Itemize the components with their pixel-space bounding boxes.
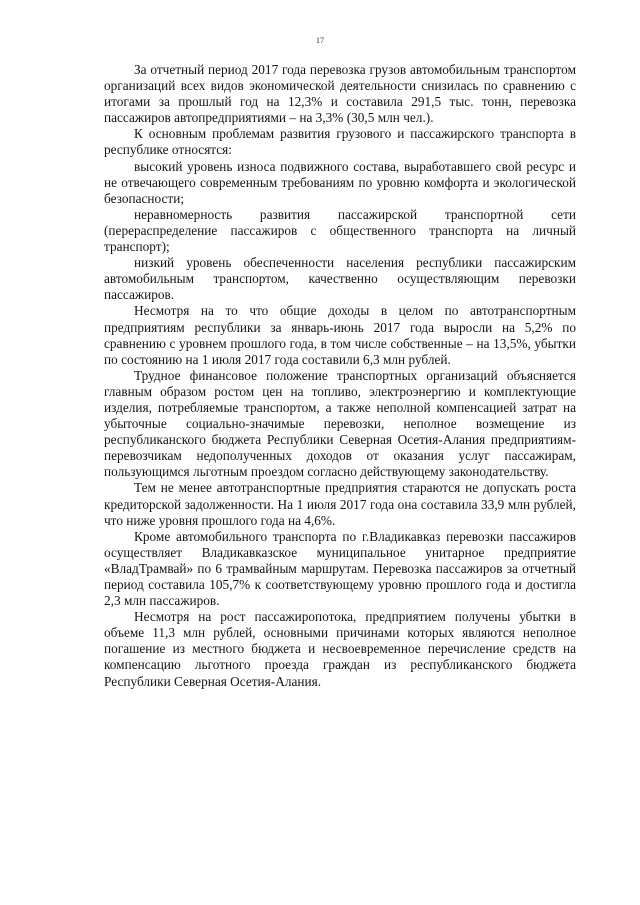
paragraph: Несмотря на то что общие доходы в целом по автотранспортным предприятиям республики за январь-июнь 2017 года выросли на 5,2% по сравнению с уровнем прошлого года, в том числе собственные – на 13,5%, убытки по состоянию на 1 июля 2017 года составили 6,3 млн рублей. [104, 303, 576, 367]
paragraph: Тем не менее автотранспортные предприятия стараются не допускать роста кредиторской задолженности. На 1 июля 2017 года она составила 33,9 млн рублей, что ниже уровня прошлого года на 4,6%. [104, 480, 576, 528]
paragraph: К основным проблемам развития грузового и пассажирского транспорта в республике относятся: [104, 126, 576, 158]
paragraph: высокий уровень износа подвижного состава, выработавшего свой ресурс и не отвечающего современным требованиям по уровню комфорта и экологической безопасности; [104, 158, 576, 206]
page-number: 17 [316, 36, 324, 45]
paragraph: Трудное финансовое положение транспортных организаций объясняется главным образом ростом цен на топливо, электроэнергию и комплектующие изделия, потребляемые транспортом, а также неполной компенсацией затрат на убыточные социально-значимые перевозки, неполное возмещение из республиканского бюджета Республики Северная Осетия-Алания предприятиям-перевозчикам недополученных доходов от оказания услуг пассажирам, пользующимся льготным проездом согласно действующему законодательству. [104, 367, 576, 480]
document-body [104, 62, 576, 690]
paragraph: неравномерность развития пассажирской транспортной сети (перераспределение пассажиров с общественного транспорта на личный транспорт); [104, 206, 576, 255]
paragraph: Кроме автомобильного транспорта по г.Владикавказ перевозки пассажиров осуществляет Владикавказское муниципальное унитарное предприятие «ВладТрамвай» по 6 трамвайным маршрутам. Перевозка пассажиров за отчетный период составила 105,7% к соответствующему уровню прошлого года и достигла 2,3 млн пассажиров. [104, 528, 576, 609]
paragraph: Несмотря на рост пассажиропотока, предприятием получены убытки в объеме 11,3 млн рублей, основными причинами которых являются неполное погашение из местного бюджета и несвоевременное перечисление средств на компенсацию льготного проезда граждан из республиканского бюджета Республики Северная Осетия-Алания. [104, 609, 576, 689]
paragraph: За отчетный период 2017 года перевозка грузов автомобильным транспортом организаций всех видов экономической деятельности снизилась по сравнению с итогами за прошлый год на 12,3% и составила 291,5 тыс. тонн, перевозка пассажиров автопредприятиями – на 3,3% (30,5 млн чел.). [104, 62, 576, 126]
paragraph: низкий уровень обеспеченности населения республики пассажирским автомобильным транспортом, качественно осуществляющим перевозки пассажиров. [104, 255, 576, 303]
